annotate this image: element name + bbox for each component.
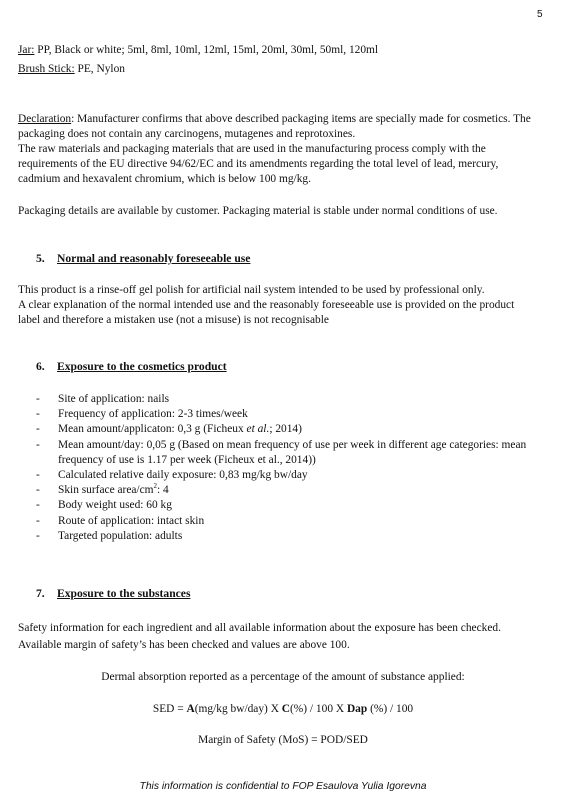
brush-text: PE, Nylon bbox=[74, 63, 125, 75]
page-number: 5 bbox=[537, 9, 543, 20]
list-item: - Calculated relative daily exposure: 0,83 mg/kg bw/day bbox=[36, 468, 536, 483]
section-5-title: Normal and reasonably foreseeable use bbox=[57, 252, 251, 265]
jar-line bbox=[18, 43, 536, 58]
section-7-title: Exposure to the substances bbox=[57, 587, 191, 600]
sed-A: A bbox=[186, 703, 195, 715]
sed-formula bbox=[0, 702, 566, 717]
declaration-label: Declaration bbox=[18, 113, 72, 125]
sed-part: (%) / 100 X bbox=[290, 703, 347, 715]
mean-app-year: ; 2014) bbox=[269, 423, 302, 436]
list-item: - Frequency of application: 2-3 times/week bbox=[36, 407, 536, 422]
mean-app-text: Mean amount/applicaton: 0,3 g (Ficheux bbox=[58, 423, 247, 436]
confidentiality-footer: This information is confidential to FOP Esaulova Yulia Igorevna bbox=[139, 781, 427, 792]
sed-C: C bbox=[281, 703, 290, 715]
exposure-list bbox=[36, 392, 536, 544]
list-item: - Body weight used: 60 kg bbox=[36, 498, 536, 513]
section-6-heading bbox=[36, 359, 227, 374]
jar-label: Jar: bbox=[18, 44, 35, 56]
skin-text: Skin surface area/cm bbox=[58, 484, 154, 497]
section-6-title: Exposure to the cosmetics product bbox=[57, 360, 227, 373]
section-7-heading bbox=[36, 586, 190, 601]
list-item: - Site of application: nails bbox=[36, 392, 536, 407]
section-5-heading bbox=[36, 251, 250, 266]
sed-part: (%) / 100 bbox=[367, 703, 414, 715]
sed-Dap: Dap bbox=[346, 703, 368, 715]
mos-formula: Margin of Safety (MoS) = POD/SED bbox=[198, 734, 368, 746]
dermal-absorption-note: Dermal absorption reported as a percentage of the amount of substance applied: bbox=[101, 671, 465, 683]
sed-part: (mg/kg bw/day) X bbox=[194, 703, 282, 715]
sed-part: SED = bbox=[152, 703, 187, 715]
brush-line bbox=[18, 62, 536, 77]
section-7-number: 7. bbox=[36, 587, 45, 600]
list-item: - Targeted population: adults bbox=[36, 529, 536, 544]
skin-value: : 4 bbox=[157, 484, 169, 497]
section-5-p1: This product is a rinse-off gel polish for artificial nail system intended to be used by professional only. bbox=[18, 284, 485, 296]
raw-materials-text: The raw materials and packaging materials that are used in the manufacturing process comply with the requirements of the EU directive 94/62/EC and its amendments regarding the total level of lead, mercury, cadmium and hexavalent chromium, which is below 100 mg/kg. bbox=[18, 143, 499, 185]
section-7-paragraph: Safety information for each ingredient and all available information about the exposure has been checked. Available margin of safety’s has been checked and values are above 100. bbox=[18, 622, 501, 651]
list-item bbox=[36, 483, 536, 498]
declaration-paragraph bbox=[18, 112, 536, 187]
list-item bbox=[36, 422, 536, 437]
jar-text: PP, Black or white; 5ml, 8ml, 10ml, 12ml, 15ml, 20ml, 30ml, 50ml, 120ml bbox=[34, 44, 379, 56]
section-6-number: 6. bbox=[36, 360, 45, 373]
declaration-text: : Manufacturer confirms that above described packaging items are specially made for cosmetics. The packaging does not contain any carcinogens, mutagenes and reprotoxines. bbox=[18, 113, 531, 140]
section-5-p2: A clear explanation of the normal intended use and the reasonably foreseeable use is provided on the product label and therefore a mistaken use (not a misuse) is not recognisable bbox=[18, 299, 515, 326]
list-item: - Mean amount/day: 0,05 g (Based on mean frequency of use per week in different age categories: mean frequency of use is 1.17 per week (Ficheux et al., 2014)) bbox=[36, 438, 536, 468]
section-5-number: 5. bbox=[36, 252, 45, 265]
packaging-details: Packaging details are available by customer. Packaging material is stable under normal conditions of use. bbox=[18, 205, 498, 217]
list-item: - Route of application: intact skin bbox=[36, 514, 536, 529]
brush-label: Brush Stick: bbox=[18, 63, 75, 75]
skin-superscript: 2 bbox=[153, 482, 158, 491]
et-al: et al. bbox=[246, 423, 270, 436]
section-5-paragraph bbox=[18, 283, 536, 328]
